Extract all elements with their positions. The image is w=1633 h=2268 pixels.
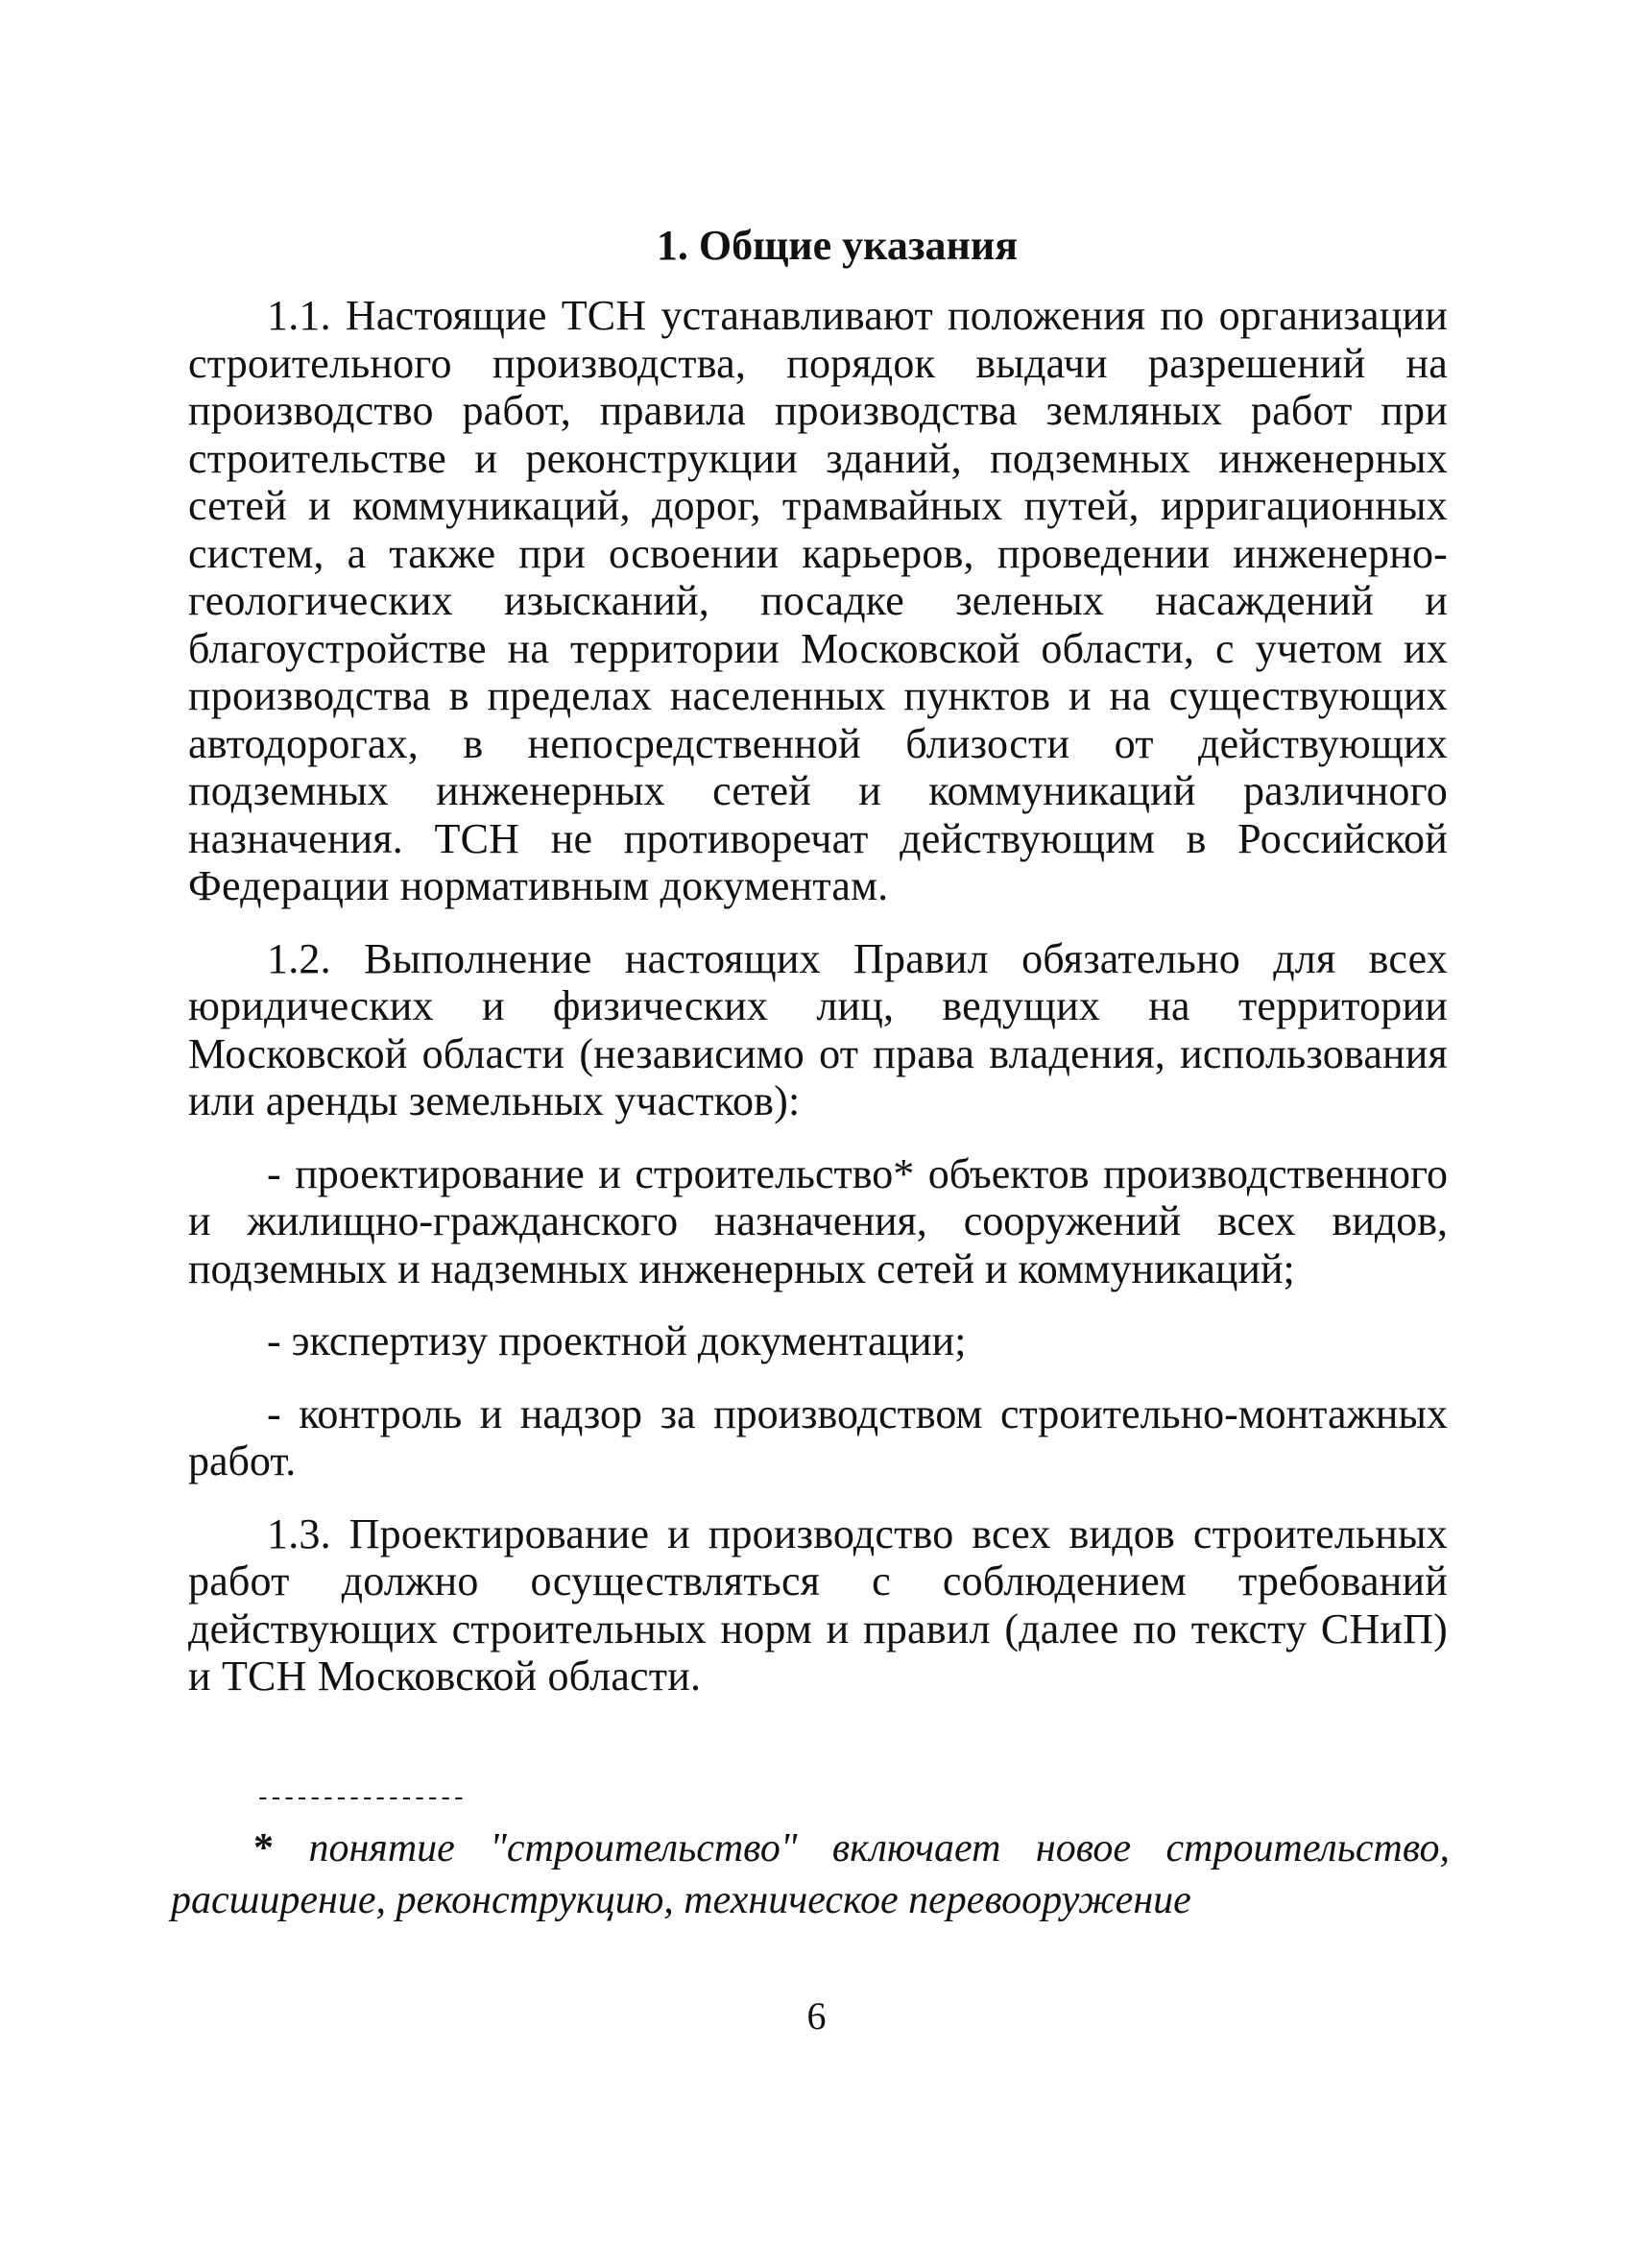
paragraph-1-3: 1.3. Проектирование и производство всех видов строительных работ должно осуществляться с соблюдением требований действующих строительных норм и правил (далее по тексту СНиП) и ТСН Московской области. (188, 1509, 1448, 1700)
page-number: 6 (806, 1994, 827, 2038)
paragraph-1-1: 1.1. Настоящие ТСН устанавливают положения по организации строительного производства, порядок выдачи разрешений на производство работ, правила производства земляных работ при строительстве и реконструкции зданий, подземных инженерных сетей и коммуникаций, дорог, трамвайных путей, ирригационных систем, а также при освоении карьеров, проведении инженерно-геологических изысканий, посадке зеленых насаждений и благоустройстве на территории Московской области, с учетом их производства в пределах населенных пунктов и на существующих автодорогах, в непосредственной близости от действующих подземных инженерных сетей и коммуникаций различного назначения. ТСН не противоречат действующим в Российской Федерации нормативным документам. (188, 292, 1448, 909)
footnote-text: понятие "строительство" включает новое строительство, расширение, реконструкцию, техническое перевооружение (171, 1826, 1451, 1922)
list-item: - экспертизу проектной документации; (267, 1317, 967, 1364)
list-item: - контроль и надзор за производством строительно-монтажных работ. (188, 1389, 1448, 1484)
list-item: - проектирование и строительство* объектов производственного и жилищно-гражданского назначения, сооружений всех видов, подземных и надземных инженерных сетей и коммуникаций; (188, 1149, 1448, 1292)
paragraph-1-2: 1.2. Выполнение настоящих Правил обязательно для всех юридических и физических лиц, ведущих на территории Московской области (независимо от права владения, использования или аренды земельных участков): (188, 934, 1448, 1124)
footnote-marker: * (253, 1826, 274, 1870)
footnote-separator: ---------------- (255, 1784, 465, 1813)
section-heading: 1. Общие указания (656, 222, 1019, 269)
footnote (171, 1822, 1450, 1926)
document-body (188, 221, 1448, 1725)
